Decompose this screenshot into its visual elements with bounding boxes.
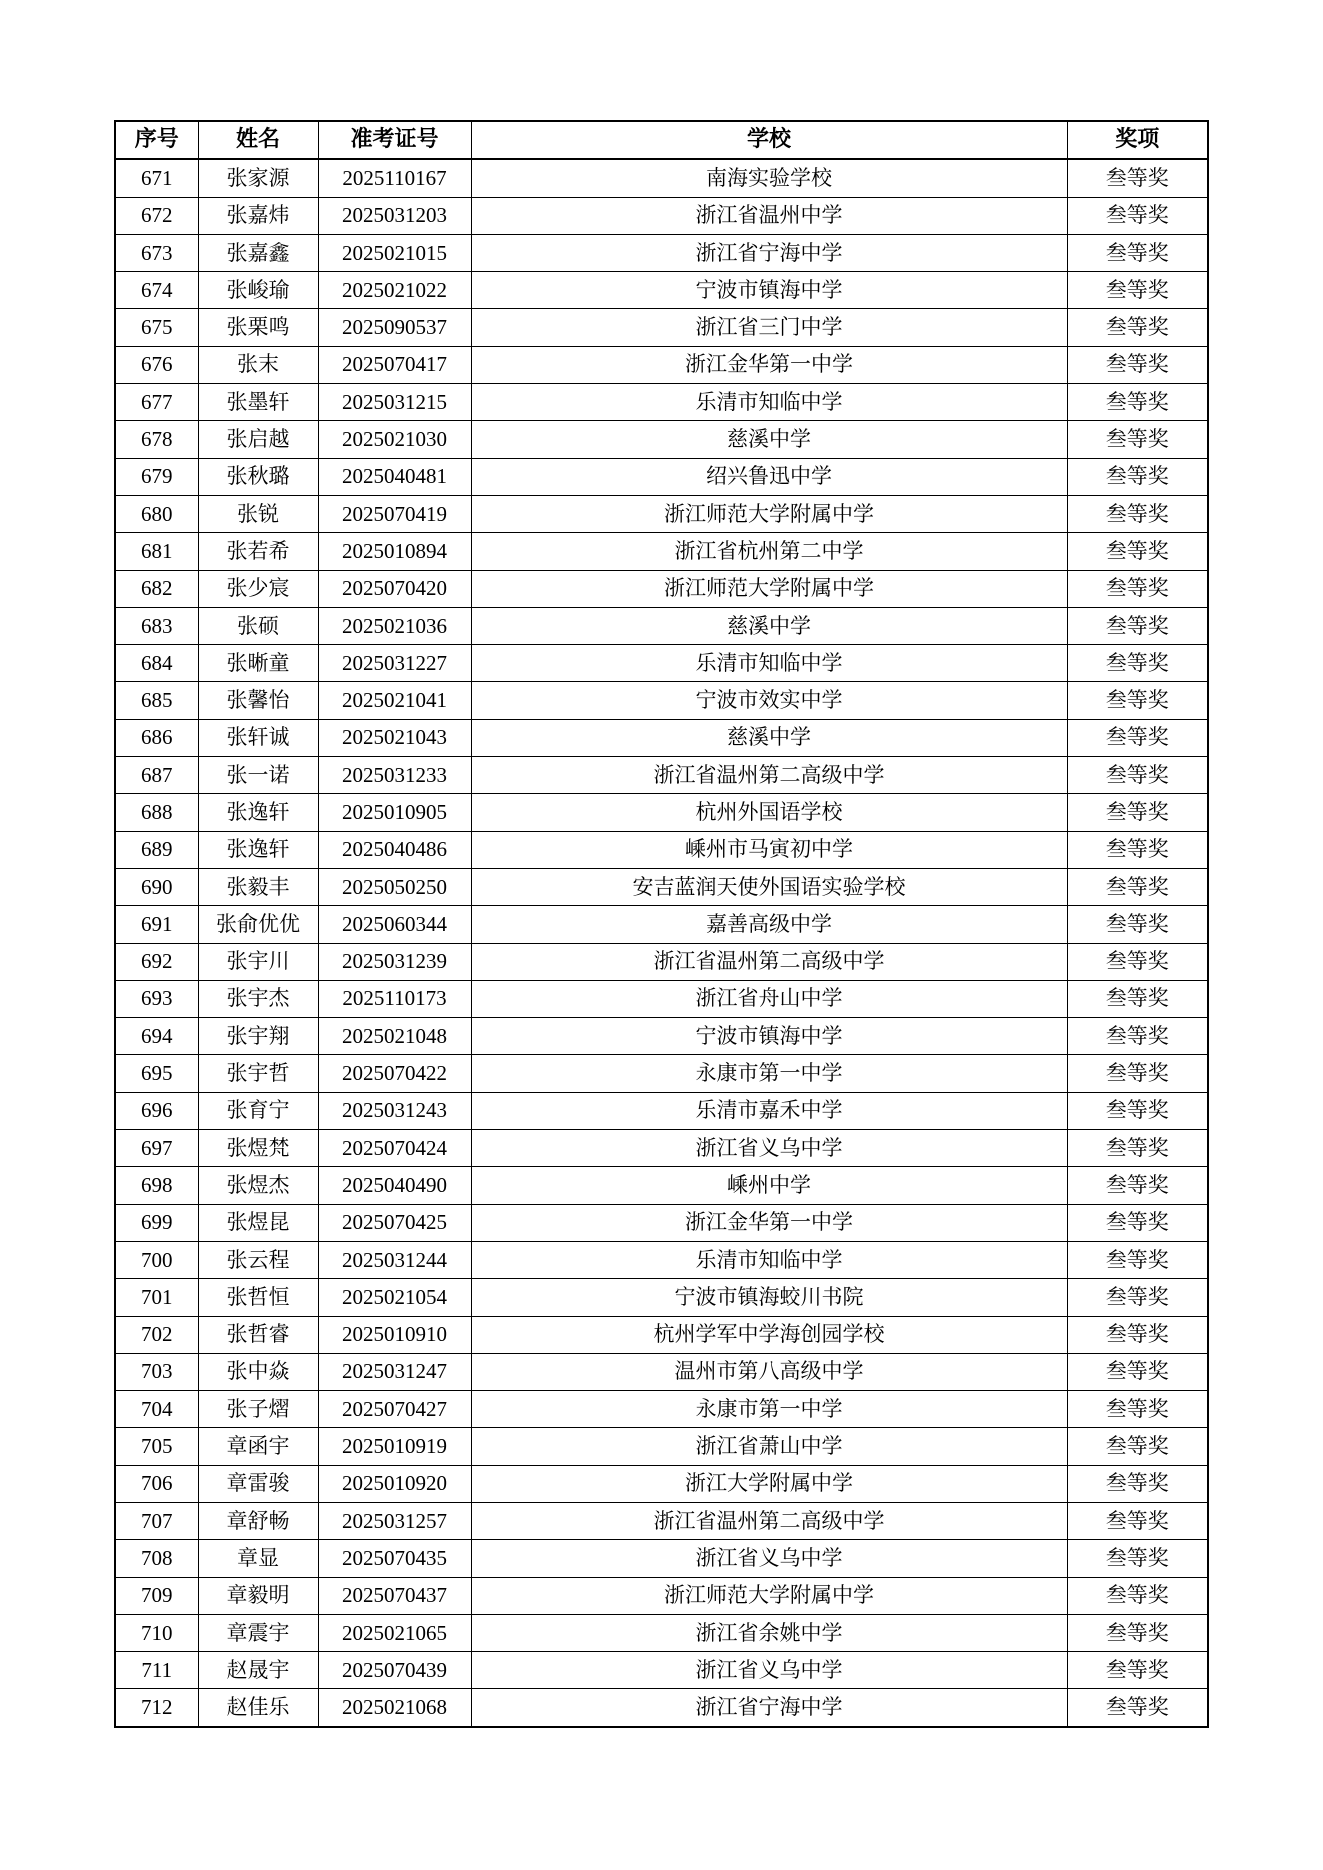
cell-award: 叁等奖: [1067, 1577, 1208, 1614]
table-row: [115, 645, 1208, 682]
cell-award: 叁等奖: [1067, 346, 1208, 383]
cell-school: 浙江省舟山中学: [471, 980, 1067, 1017]
cell-seq: 710: [115, 1614, 198, 1651]
cell-award: 叁等奖: [1067, 197, 1208, 234]
cell-award: 叁等奖: [1067, 1279, 1208, 1316]
cell-seq: 704: [115, 1391, 198, 1428]
cell-award: 叁等奖: [1067, 1614, 1208, 1651]
table-row: [115, 1241, 1208, 1278]
cell-school: 浙江省温州第二高级中学: [471, 757, 1067, 794]
table-row: [115, 1577, 1208, 1614]
cell-exam-id: 2025010919: [318, 1428, 471, 1465]
table-row: [115, 346, 1208, 383]
cell-seq: 695: [115, 1055, 198, 1092]
cell-exam-id: 2025070435: [318, 1540, 471, 1577]
header-seq: 序号: [115, 121, 198, 159]
table-row: [115, 234, 1208, 271]
cell-exam-id: 2025031203: [318, 197, 471, 234]
cell-name: 张一诺: [198, 757, 318, 794]
cell-award: 叁等奖: [1067, 943, 1208, 980]
cell-award: 叁等奖: [1067, 1353, 1208, 1390]
cell-school: 浙江省义乌中学: [471, 1652, 1067, 1689]
cell-exam-id: 2025040486: [318, 831, 471, 868]
cell-name: 张宇翔: [198, 1018, 318, 1055]
cell-name: 张宇哲: [198, 1055, 318, 1092]
cell-award: 叁等奖: [1067, 1204, 1208, 1241]
cell-exam-id: 2025021022: [318, 272, 471, 309]
cell-exam-id: 2025031257: [318, 1502, 471, 1539]
cell-exam-id: 2025010920: [318, 1465, 471, 1502]
cell-award: 叁等奖: [1067, 1018, 1208, 1055]
cell-school: 浙江师范大学附属中学: [471, 495, 1067, 532]
cell-name: 张锐: [198, 495, 318, 532]
cell-seq: 687: [115, 757, 198, 794]
cell-exam-id: 2025060344: [318, 906, 471, 943]
cell-seq: 698: [115, 1167, 198, 1204]
cell-exam-id: 2025021065: [318, 1614, 471, 1651]
cell-name: 张育宁: [198, 1092, 318, 1129]
award-list-page: [114, 120, 1207, 1728]
cell-seq: 684: [115, 645, 198, 682]
cell-exam-id: 2025050250: [318, 868, 471, 905]
table-row: [115, 1614, 1208, 1651]
cell-exam-id: 2025031215: [318, 384, 471, 421]
cell-name: 张家源: [198, 159, 318, 197]
cell-award: 叁等奖: [1067, 1092, 1208, 1129]
table-row: [115, 794, 1208, 831]
cell-award: 叁等奖: [1067, 1465, 1208, 1502]
cell-seq: 701: [115, 1279, 198, 1316]
table-row: [115, 1689, 1208, 1727]
cell-name: 张逸轩: [198, 794, 318, 831]
cell-school: 乐清市知临中学: [471, 645, 1067, 682]
cell-school: 永康市第一中学: [471, 1391, 1067, 1428]
table-row: [115, 309, 1208, 346]
cell-name: 张墨轩: [198, 384, 318, 421]
cell-school: 慈溪中学: [471, 719, 1067, 756]
cell-name: 张硕: [198, 607, 318, 644]
cell-seq: 675: [115, 309, 198, 346]
cell-exam-id: 2025031243: [318, 1092, 471, 1129]
cell-exam-id: 2025040490: [318, 1167, 471, 1204]
cell-seq: 674: [115, 272, 198, 309]
cell-exam-id: 2025021068: [318, 1689, 471, 1727]
cell-name: 张云程: [198, 1241, 318, 1278]
cell-exam-id: 2025021036: [318, 607, 471, 644]
cell-award: 叁等奖: [1067, 1652, 1208, 1689]
cell-school: 乐清市知临中学: [471, 384, 1067, 421]
cell-school: 安吉蓝润天使外国语实验学校: [471, 868, 1067, 905]
cell-name: 张煜梵: [198, 1130, 318, 1167]
cell-school: 南海实验学校: [471, 159, 1067, 197]
cell-exam-id: 2025040481: [318, 458, 471, 495]
cell-exam-id: 2025010910: [318, 1316, 471, 1353]
table-row: [115, 159, 1208, 197]
cell-award: 叁等奖: [1067, 645, 1208, 682]
cell-name: 章函宇: [198, 1428, 318, 1465]
cell-seq: 678: [115, 421, 198, 458]
table-row: [115, 495, 1208, 532]
table-row: [115, 1316, 1208, 1353]
cell-name: 张逸轩: [198, 831, 318, 868]
award-table: [114, 120, 1209, 1728]
cell-award: 叁等奖: [1067, 1055, 1208, 1092]
cell-name: 章震宇: [198, 1614, 318, 1651]
cell-seq: 673: [115, 234, 198, 271]
cell-seq: 706: [115, 1465, 198, 1502]
cell-name: 张嘉鑫: [198, 234, 318, 271]
cell-seq: 697: [115, 1130, 198, 1167]
header-exam-id: 准考证号: [318, 121, 471, 159]
cell-name: 张末: [198, 346, 318, 383]
cell-seq: 700: [115, 1241, 198, 1278]
cell-seq: 709: [115, 1577, 198, 1614]
cell-exam-id: 2025070439: [318, 1652, 471, 1689]
cell-award: 叁等奖: [1067, 272, 1208, 309]
cell-award: 叁等奖: [1067, 980, 1208, 1017]
cell-seq: 683: [115, 607, 198, 644]
cell-seq: 694: [115, 1018, 198, 1055]
cell-school: 宁波市镇海中学: [471, 1018, 1067, 1055]
cell-seq: 672: [115, 197, 198, 234]
cell-name: 张俞优优: [198, 906, 318, 943]
cell-award: 叁等奖: [1067, 906, 1208, 943]
table-row: [115, 906, 1208, 943]
cell-award: 叁等奖: [1067, 607, 1208, 644]
cell-exam-id: 2025110173: [318, 980, 471, 1017]
table-row: [115, 943, 1208, 980]
cell-name: 张子熠: [198, 1391, 318, 1428]
cell-name: 章舒畅: [198, 1502, 318, 1539]
cell-exam-id: 2025021030: [318, 421, 471, 458]
cell-seq: 690: [115, 868, 198, 905]
cell-award: 叁等奖: [1067, 1540, 1208, 1577]
header-name: 姓名: [198, 121, 318, 159]
cell-award: 叁等奖: [1067, 1689, 1208, 1727]
cell-seq: 682: [115, 570, 198, 607]
cell-exam-id: 2025031247: [318, 1353, 471, 1390]
cell-award: 叁等奖: [1067, 757, 1208, 794]
cell-school: 宁波市效实中学: [471, 682, 1067, 719]
cell-award: 叁等奖: [1067, 159, 1208, 197]
cell-name: 张哲恒: [198, 1279, 318, 1316]
cell-exam-id: 2025021015: [318, 234, 471, 271]
cell-award: 叁等奖: [1067, 234, 1208, 271]
cell-award: 叁等奖: [1067, 458, 1208, 495]
cell-exam-id: 2025021041: [318, 682, 471, 719]
table-row: [115, 607, 1208, 644]
cell-school: 宁波市镇海蛟川书院: [471, 1279, 1067, 1316]
cell-school: 宁波市镇海中学: [471, 272, 1067, 309]
cell-award: 叁等奖: [1067, 868, 1208, 905]
cell-school: 浙江省三门中学: [471, 309, 1067, 346]
cell-name: 赵佳乐: [198, 1689, 318, 1727]
cell-name: 张煜昆: [198, 1204, 318, 1241]
cell-exam-id: 2025110167: [318, 159, 471, 197]
cell-seq: 689: [115, 831, 198, 868]
cell-school: 嘉善高级中学: [471, 906, 1067, 943]
cell-seq: 705: [115, 1428, 198, 1465]
cell-exam-id: 2025070417: [318, 346, 471, 383]
table-row: [115, 1540, 1208, 1577]
cell-school: 浙江金华第一中学: [471, 1204, 1067, 1241]
table-row: [115, 831, 1208, 868]
cell-exam-id: 2025031244: [318, 1241, 471, 1278]
cell-award: 叁等奖: [1067, 1428, 1208, 1465]
cell-name: 章毅明: [198, 1577, 318, 1614]
table-row: [115, 980, 1208, 1017]
table-row: [115, 384, 1208, 421]
cell-name: 赵晟宇: [198, 1652, 318, 1689]
cell-school: 浙江省余姚中学: [471, 1614, 1067, 1651]
cell-seq: 686: [115, 719, 198, 756]
header-school: 学校: [471, 121, 1067, 159]
cell-name: 张晰童: [198, 645, 318, 682]
cell-seq: 688: [115, 794, 198, 831]
table-row: [115, 1502, 1208, 1539]
cell-school: 浙江省宁海中学: [471, 234, 1067, 271]
cell-school: 浙江省宁海中学: [471, 1689, 1067, 1727]
cell-exam-id: 2025010894: [318, 533, 471, 570]
cell-name: 张嘉炜: [198, 197, 318, 234]
cell-name: 章雷骏: [198, 1465, 318, 1502]
cell-school: 浙江省温州中学: [471, 197, 1067, 234]
cell-seq: 680: [115, 495, 198, 532]
header-award: 奖项: [1067, 121, 1208, 159]
cell-school: 浙江省义乌中学: [471, 1130, 1067, 1167]
cell-award: 叁等奖: [1067, 309, 1208, 346]
cell-name: 张峻瑜: [198, 272, 318, 309]
table-row: [115, 197, 1208, 234]
cell-exam-id: 2025070424: [318, 1130, 471, 1167]
cell-school: 杭州外国语学校: [471, 794, 1067, 831]
table-row: [115, 719, 1208, 756]
cell-exam-id: 2025070420: [318, 570, 471, 607]
cell-seq: 679: [115, 458, 198, 495]
cell-award: 叁等奖: [1067, 1316, 1208, 1353]
table-row: [115, 458, 1208, 495]
cell-school: 杭州学军中学海创园学校: [471, 1316, 1067, 1353]
cell-exam-id: 2025010905: [318, 794, 471, 831]
cell-seq: 693: [115, 980, 198, 1017]
cell-award: 叁等奖: [1067, 1167, 1208, 1204]
cell-name: 张若希: [198, 533, 318, 570]
table-row: [115, 1465, 1208, 1502]
cell-school: 浙江省萧山中学: [471, 1428, 1067, 1465]
cell-name: 张哲睿: [198, 1316, 318, 1353]
cell-name: 张宇杰: [198, 980, 318, 1017]
cell-name: 张少宸: [198, 570, 318, 607]
cell-exam-id: 2025021048: [318, 1018, 471, 1055]
cell-seq: 703: [115, 1353, 198, 1390]
cell-award: 叁等奖: [1067, 794, 1208, 831]
cell-exam-id: 2025070437: [318, 1577, 471, 1614]
cell-school: 浙江省杭州第二中学: [471, 533, 1067, 570]
cell-exam-id: 2025090537: [318, 309, 471, 346]
cell-award: 叁等奖: [1067, 1391, 1208, 1428]
cell-seq: 671: [115, 159, 198, 197]
cell-school: 嵊州市马寅初中学: [471, 831, 1067, 868]
cell-seq: 676: [115, 346, 198, 383]
cell-seq: 696: [115, 1092, 198, 1129]
cell-exam-id: 2025031227: [318, 645, 471, 682]
cell-seq: 681: [115, 533, 198, 570]
cell-seq: 677: [115, 384, 198, 421]
cell-seq: 702: [115, 1316, 198, 1353]
table-row: [115, 570, 1208, 607]
table-row: [115, 1092, 1208, 1129]
cell-award: 叁等奖: [1067, 682, 1208, 719]
cell-school: 永康市第一中学: [471, 1055, 1067, 1092]
cell-name: 张毅丰: [198, 868, 318, 905]
cell-school: 浙江省温州第二高级中学: [471, 943, 1067, 980]
cell-award: 叁等奖: [1067, 570, 1208, 607]
table-row: [115, 533, 1208, 570]
cell-school: 慈溪中学: [471, 607, 1067, 644]
cell-school: 乐清市知临中学: [471, 1241, 1067, 1278]
cell-exam-id: 2025021043: [318, 719, 471, 756]
cell-award: 叁等奖: [1067, 1130, 1208, 1167]
cell-award: 叁等奖: [1067, 533, 1208, 570]
table-row: [115, 1055, 1208, 1092]
table-header-row: [115, 121, 1208, 159]
cell-name: 张馨怡: [198, 682, 318, 719]
table-row: [115, 1167, 1208, 1204]
cell-seq: 708: [115, 1540, 198, 1577]
cell-school: 乐清市嘉禾中学: [471, 1092, 1067, 1129]
cell-exam-id: 2025021054: [318, 1279, 471, 1316]
cell-seq: 685: [115, 682, 198, 719]
table-row: [115, 1391, 1208, 1428]
cell-school: 浙江大学附属中学: [471, 1465, 1067, 1502]
cell-exam-id: 2025070422: [318, 1055, 471, 1092]
cell-school: 绍兴鲁迅中学: [471, 458, 1067, 495]
cell-name: 张宇川: [198, 943, 318, 980]
cell-exam-id: 2025031233: [318, 757, 471, 794]
cell-award: 叁等奖: [1067, 1502, 1208, 1539]
cell-award: 叁等奖: [1067, 384, 1208, 421]
table-body: [115, 159, 1208, 1726]
cell-school: 浙江省义乌中学: [471, 1540, 1067, 1577]
cell-exam-id: 2025031239: [318, 943, 471, 980]
cell-school: 浙江师范大学附属中学: [471, 570, 1067, 607]
cell-seq: 692: [115, 943, 198, 980]
cell-seq: 691: [115, 906, 198, 943]
cell-name: 张轩诚: [198, 719, 318, 756]
cell-school: 浙江师范大学附属中学: [471, 1577, 1067, 1614]
table-row: [115, 682, 1208, 719]
cell-school: 浙江金华第一中学: [471, 346, 1067, 383]
cell-school: 浙江省温州第二高级中学: [471, 1502, 1067, 1539]
cell-award: 叁等奖: [1067, 831, 1208, 868]
cell-seq: 699: [115, 1204, 198, 1241]
table-row: [115, 1279, 1208, 1316]
cell-seq: 712: [115, 1689, 198, 1727]
cell-name: 张秋璐: [198, 458, 318, 495]
cell-exam-id: 2025070427: [318, 1391, 471, 1428]
cell-exam-id: 2025070419: [318, 495, 471, 532]
table-row: [115, 1018, 1208, 1055]
cell-name: 张启越: [198, 421, 318, 458]
table-row: [115, 272, 1208, 309]
cell-award: 叁等奖: [1067, 1241, 1208, 1278]
cell-name: 章显: [198, 1540, 318, 1577]
cell-seq: 707: [115, 1502, 198, 1539]
cell-name: 张栗鸣: [198, 309, 318, 346]
cell-exam-id: 2025070425: [318, 1204, 471, 1241]
table-row: [115, 421, 1208, 458]
table-row: [115, 1204, 1208, 1241]
table-row: [115, 1652, 1208, 1689]
cell-school: 嵊州中学: [471, 1167, 1067, 1204]
table-row: [115, 1353, 1208, 1390]
table-row: [115, 1428, 1208, 1465]
cell-award: 叁等奖: [1067, 495, 1208, 532]
cell-award: 叁等奖: [1067, 719, 1208, 756]
table-row: [115, 868, 1208, 905]
table-row: [115, 1130, 1208, 1167]
cell-school: 慈溪中学: [471, 421, 1067, 458]
cell-school: 温州市第八高级中学: [471, 1353, 1067, 1390]
cell-name: 张煜杰: [198, 1167, 318, 1204]
cell-seq: 711: [115, 1652, 198, 1689]
cell-name: 张中焱: [198, 1353, 318, 1390]
table-row: [115, 757, 1208, 794]
cell-award: 叁等奖: [1067, 421, 1208, 458]
